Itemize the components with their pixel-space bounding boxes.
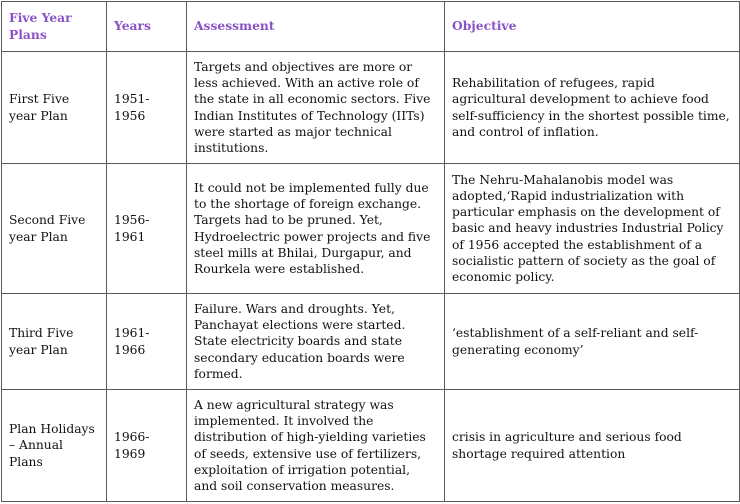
table-row: [2, 294, 740, 390]
header-plans: Five Year Plans: [2, 2, 107, 52]
objective-cell: Rehabilitation of refugees, rapid agricultural development to achieve food self-sufficiency in the shortest possible time, and control of inflation.: [445, 52, 740, 164]
years-cell: 1966-1969: [107, 390, 187, 502]
table-row: [2, 390, 740, 502]
plan-name-cell: Plan Holidays – Annual Plans: [2, 390, 107, 502]
assessment-cell: Targets and objectives are more or less achieved. With an active role of the state in all economic sectors. Five Indian Institutes of Technology (IITs) were started as major technical institutions.: [187, 52, 445, 164]
objective-cell: crisis in agriculture and serious food shortage required attention: [445, 390, 740, 502]
header-assessment: Assessment: [187, 2, 445, 52]
header-objective: Objective: [445, 2, 740, 52]
table-row: [2, 164, 740, 294]
five-year-plans-table: [1, 1, 740, 502]
objective-cell: ‘establishment of a self-reliant and self-generating economy’: [445, 294, 740, 390]
years-cell: 1951-1956: [107, 52, 187, 164]
years-cell: 1956-1961: [107, 164, 187, 294]
assessment-cell: Failure. Wars and droughts. Yet, Panchayat elections were started. State electricity boards and state secondary education boards were formed.: [187, 294, 445, 390]
plan-name-cell: Third Five year Plan: [2, 294, 107, 390]
table-header-row: [2, 2, 740, 52]
header-years: Years: [107, 2, 187, 52]
years-cell: 1961-1966: [107, 294, 187, 390]
plan-name-cell: Second Five year Plan: [2, 164, 107, 294]
assessment-cell: A new agricultural strategy was implemented. It involved the distribution of high-yielding varieties of seeds, extensive use of fertilizers, exploitation of irrigation potential, and soil conservation measures.: [187, 390, 445, 502]
plan-name-cell: First Five year Plan: [2, 52, 107, 164]
table-row: [2, 52, 740, 164]
assessment-cell: It could not be implemented fully due to the shortage of foreign exchange. Targets had to be pruned. Yet, Hydroelectric power projects and five steel mills at Bhilai, Durgapur, and Rourkela were established.: [187, 164, 445, 294]
objective-cell: The Nehru-Mahalanobis model was adopted,‘Rapid industrialization with particular emphasis on the development of basic and heavy industries Industrial Policy of 1956 accepted the establishment of a socialistic pattern of society as the goal of economic policy.: [445, 164, 740, 294]
